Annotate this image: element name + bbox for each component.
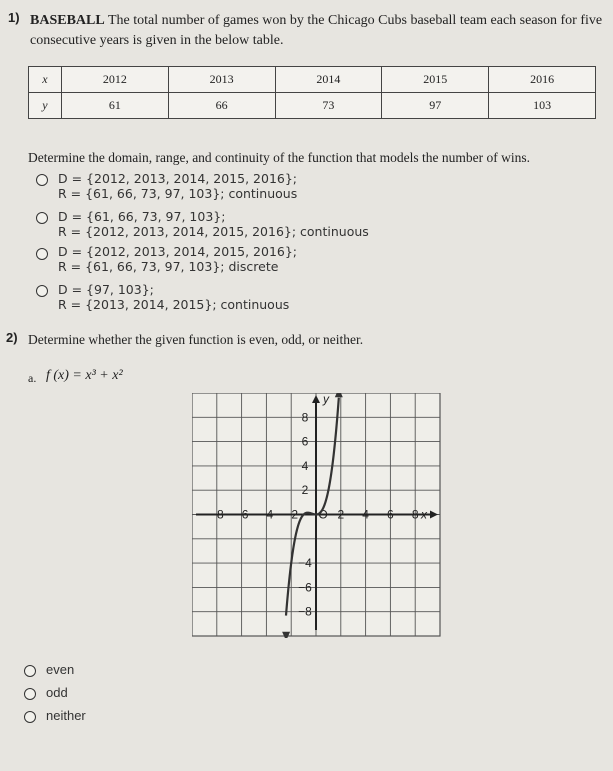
function-graph [192,393,442,638]
question-1-number: 1) [8,10,20,25]
answer-neither-radio[interactable] [24,711,36,723]
option-4[interactable] [58,282,289,312]
option-3-line2: R = {61, 66, 73, 97, 103}; discrete [58,259,279,274]
table-cell: 2016 [489,67,596,93]
y-tick-label: 6 [301,434,309,449]
function-expression: f (x) = x³ + x² [46,368,123,383]
option-1[interactable] [58,171,297,201]
table-row [29,67,596,93]
question-1-text [30,11,602,31]
x-tick-label: 4 [362,507,369,522]
answer-even-radio[interactable] [24,665,36,677]
x-tick-label: 2 [337,507,345,522]
x-tick-label: −8 [209,507,224,522]
table-cell: 2015 [382,67,489,93]
x-tick-label: −4 [259,507,274,522]
x-tick-label: −6 [234,507,249,522]
y-tick-label: −8 [298,604,312,619]
table-cell: 2012 [61,67,168,93]
option-3-radio[interactable] [36,248,48,260]
y-axis-label: y [323,393,329,406]
x-tick-label: 6 [387,507,394,522]
x-tick-label: O [318,507,328,522]
option-1-line2: R = {61, 66, 73, 97, 103}; continuous [58,186,298,201]
answer-even[interactable]: even [46,662,75,677]
table-header-y: y [29,93,62,119]
option-1-radio[interactable] [36,174,48,186]
table-cell: 103 [489,93,596,119]
option-4-line1: D = {97, 103}; [58,282,154,297]
table-cell: 66 [168,93,275,119]
question-1-text-line1: The total number of games won by the Chicago Cubs baseball team each season for five [107,13,603,28]
x-tick-label: −2 [284,507,299,522]
question-2-prompt: Determine whether the given function is even, odd, or neither. [28,332,364,347]
table-cell: 61 [61,93,168,119]
question-1-prompt: Determine the domain, range, and continuity of the function that models the number of wins. [28,150,530,165]
option-3-line1: D = {2012, 2013, 2014, 2015, 2016}; [58,244,298,259]
part-a-label: a. [28,371,37,385]
option-2-radio[interactable] [36,212,48,224]
y-tick-label: 2 [301,483,309,498]
option-2-line2: R = {2012, 2013, 2014, 2015, 2016}; continuous [58,224,369,239]
option-3[interactable] [58,244,297,274]
option-2-line1: D = {61, 66, 73, 97, 103}; [58,209,226,224]
wins-table [28,66,596,119]
question-2-number: 2) [6,330,18,345]
answer-odd-radio[interactable] [24,688,36,700]
question-1-text-line2: consecutive years is given in the below table. [30,33,284,48]
option-1-line1: D = {2012, 2013, 2014, 2015, 2016}; [58,171,298,186]
table-cell: 97 [382,93,489,119]
answer-neither[interactable]: neither [46,708,86,723]
table-cell: 73 [275,93,382,119]
x-tick-label: 8 [411,507,419,522]
y-tick-label: −4 [298,556,312,571]
answer-odd[interactable]: odd [46,685,68,700]
y-tick-label: 4 [301,458,309,473]
option-4-radio[interactable] [36,285,48,297]
question-1-title: BASEBALL [30,13,105,28]
table-header-x: x [29,67,62,93]
option-2[interactable] [58,209,369,239]
table-cell: 2014 [275,67,382,93]
x-axis-label: x [421,507,427,522]
table-row [29,93,596,119]
table-cell: 2013 [168,67,275,93]
option-4-line2: R = {2013, 2014, 2015}; continuous [58,297,290,312]
y-tick-label: −6 [298,580,312,595]
y-tick-label: 8 [301,410,309,425]
